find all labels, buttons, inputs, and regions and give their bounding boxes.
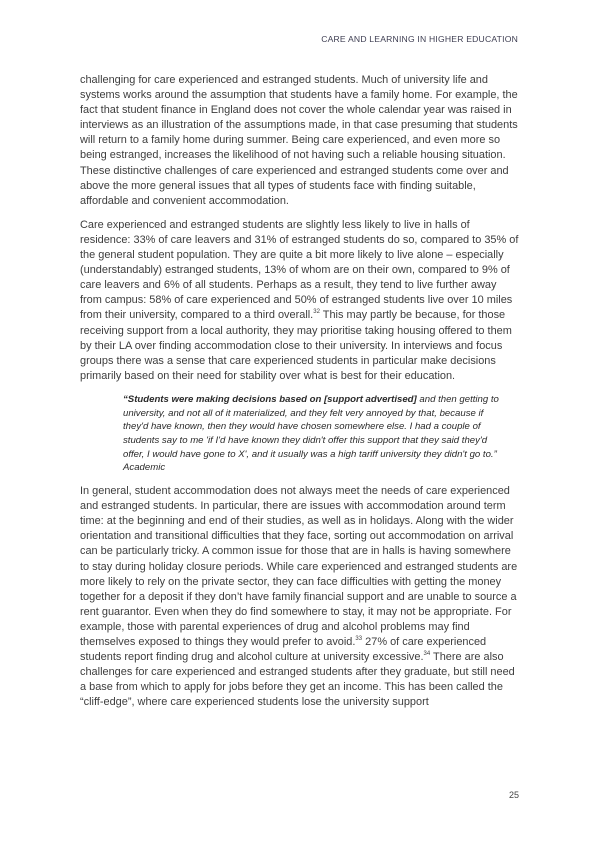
paragraph-living-statistics — [80, 218, 520, 384]
footnote-ref[interactable]: 34 — [423, 651, 431, 658]
quote-emphasis: “Students were making decisions based on [support advertised] — [123, 393, 417, 405]
quote-text: and then getting to university, and not all of it materialized, and they felt very annoyed by that, because if they'd have known, then they would have chosen somewhere else. I had a couple of students say to me 'if I'd have known they didn't offer this support that they said they'd offer, I would have gone to X', and it usually was a high tariff university they didn't go to.” Academic — [123, 393, 499, 474]
page-number: 25 — [509, 790, 520, 800]
running-header: CARE AND LEARNING IN HIGHER EDUCATION — [321, 34, 518, 44]
block-quote — [80, 393, 520, 475]
paragraph-text: There are also challenges for care experienced and estranged students after they graduate, but still need a base from which to apply for jobs before they get an income. This has been called the “cliff-edge”, where care experienced students lose the university support — [80, 651, 515, 709]
paragraph-text: Care experienced and estranged students are slightly less likely to live in halls of residence: 33% of care leavers and 31% of estranged students do so, compared to 35% of the general student population. They are quite a bit more likely to live alone – especially (understandably) estranged students, 13% of whom are on their own, compared to 9% of care leavers and 6% of all students. Perhaps as a result, they tend to live further away from campus: 58% of care experienced and 50% of estranged students live over 10 miles from their university, compared to a third overall. — [80, 218, 519, 322]
footnote-ref[interactable]: 32 — [313, 309, 320, 316]
paragraph-text: This may partly be because, for those receiving support from a local authority, they may prioritise taking housing offered to them by their LA over finding accommodation close to their university. In interviews and focus groups there was a sense that care experienced students in particular make decisions primarily based on their need for stability over what is best for their education. — [80, 309, 512, 382]
paragraph-text: 27% of care experienced students report finding drug and alcohol culture at university excessive. — [80, 636, 487, 664]
footnote-ref[interactable]: 33 — [355, 636, 363, 643]
paragraph-housing-challenges: challenging for care experienced and estranged students. Much of university life and systems works around the assumption that students have a family home. For example, the fact that student finance in England does not cover the whole calendar year was raised in interviews as an illustration of the assumptions made, in that case presuming that students will return to a family home during summer. Being care experienced, and even more so being estranged, increases the likelihood of not having such a reliable housing situation. These distinctive challenges of care experienced and estranged students come over and above the more general issues that all types of students face with finding suitable, affordable and convenient accommodation. — [80, 74, 518, 207]
paragraph-text: In general, student accommodation does not always meet the needs of care experienced and estranged students. In particular, there are issues with accommodation around term time: at the beginning and end of their studies, as well as in holidays. Along with the wider orientation and transitional difficulties that they face, sorting out accommodation on arrival can be particularly tricky. A common issue for those that are in halls is having somewhere to stay during holiday closure periods. While care experienced and estranged students are more likely to rely on the private sector, they can face difficulties with getting the money together for a deposit if they don’t have family financial support and are unable to source a rent guarantor. Even when they do find somewhere to stay, it may not be appropriate. For example, those with parental experiences of drug and alcohol problems may find themselves exposed to things they would prefer to avoid. — [80, 485, 518, 649]
page-content — [80, 73, 520, 720]
paragraph-accommodation-needs — [80, 484, 520, 710]
